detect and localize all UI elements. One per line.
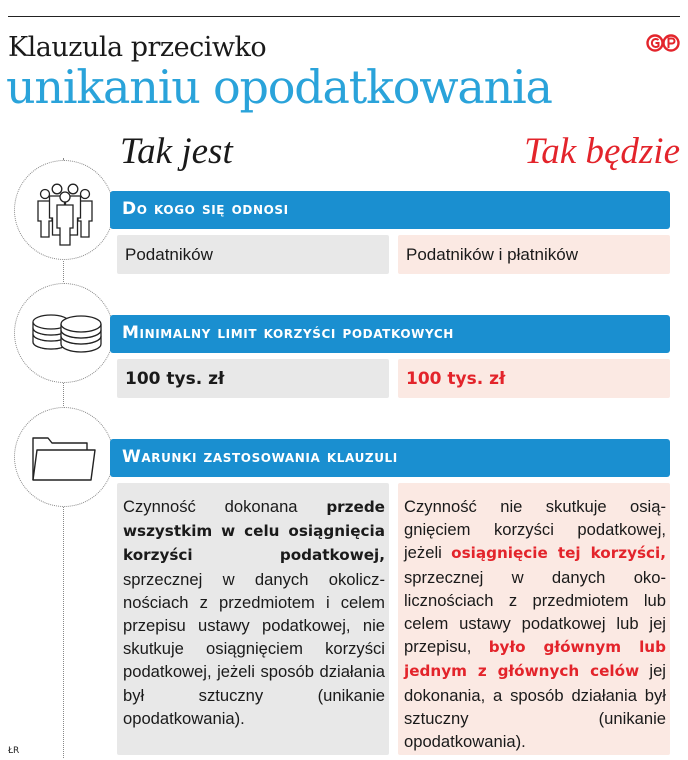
will-text-e: jej dokonania, a sposób działania był sztuczny (unikanie opodatkowania). (404, 661, 666, 752)
section-2-icon-circle (14, 283, 114, 383)
section-2-will-value: 100 tys. zł (406, 369, 506, 389)
now-text-c: sprzecznej w danych okolicznościach z przedmiotem i celem przepisu ustawy podatkowej, nie skutkuje osiągnięciem korzyści podatkowej, jeżeli sposób działania był sztuczny (unikanie opodatkowania). (123, 569, 385, 728)
section-1-heading-band (110, 191, 670, 229)
section-3-heading-band (110, 439, 670, 477)
section-3-will-paragraph (404, 495, 666, 753)
section-3-will-cell (398, 483, 670, 755)
section-2-heading: Minimalny limit korzyści podatkowych (122, 323, 454, 343)
top-rule (8, 16, 680, 17)
section-3-icon-circle (14, 407, 114, 507)
section-1-now-text: Podatników (125, 245, 213, 264)
section-2-now-cell (117, 359, 389, 398)
section-1-now-cell (117, 235, 389, 274)
section-3-now-cell (117, 483, 389, 755)
coins-icon (15, 284, 115, 384)
folder-icon (15, 408, 115, 508)
will-text-c: sprzecznej w danych okolicznościach z przedmiotem lub celem ustawy podatkowej lub jej przepisu, (404, 567, 666, 657)
section-1-heading: Do kogo się odnosi (122, 199, 289, 219)
now-text-bold: przede wszystkim w celu osiągnięcia korzyści podatkowej, (123, 498, 385, 565)
will-text-a: Czynność nie skutkuje osiągnięciem korzyści podatkowej, jeżeli (404, 497, 666, 563)
now-text-a: Czynność dokonana (123, 497, 327, 516)
section-1-icon-circle (14, 160, 114, 260)
section-1-will-text: Podatników i płatników (406, 245, 578, 264)
section-3-heading: Warunki zastosowania klauzuli (122, 447, 398, 467)
will-text-bold-1: osiągnięcie tej korzyści, (451, 544, 666, 563)
section-2-now-value: 100 tys. zł (125, 369, 225, 389)
gp-logo-icon (646, 34, 680, 52)
title-line-1: Klauzula przeciwko (8, 32, 267, 63)
people-icon (15, 161, 115, 261)
section-1-will-cell (398, 235, 670, 274)
section-2-will-cell (398, 359, 670, 398)
column-heading-now: Tak jest (120, 131, 233, 172)
section-2-heading-band (110, 315, 670, 353)
column-heading-will: Tak będzie (524, 131, 680, 172)
title-line-2: unikaniu opodatkowania (6, 60, 552, 114)
will-text-bold-2: było głównym lub jednym z głównych celów (404, 638, 666, 681)
section-3-now-paragraph (123, 495, 385, 730)
author-credit: ŁR (8, 746, 20, 756)
